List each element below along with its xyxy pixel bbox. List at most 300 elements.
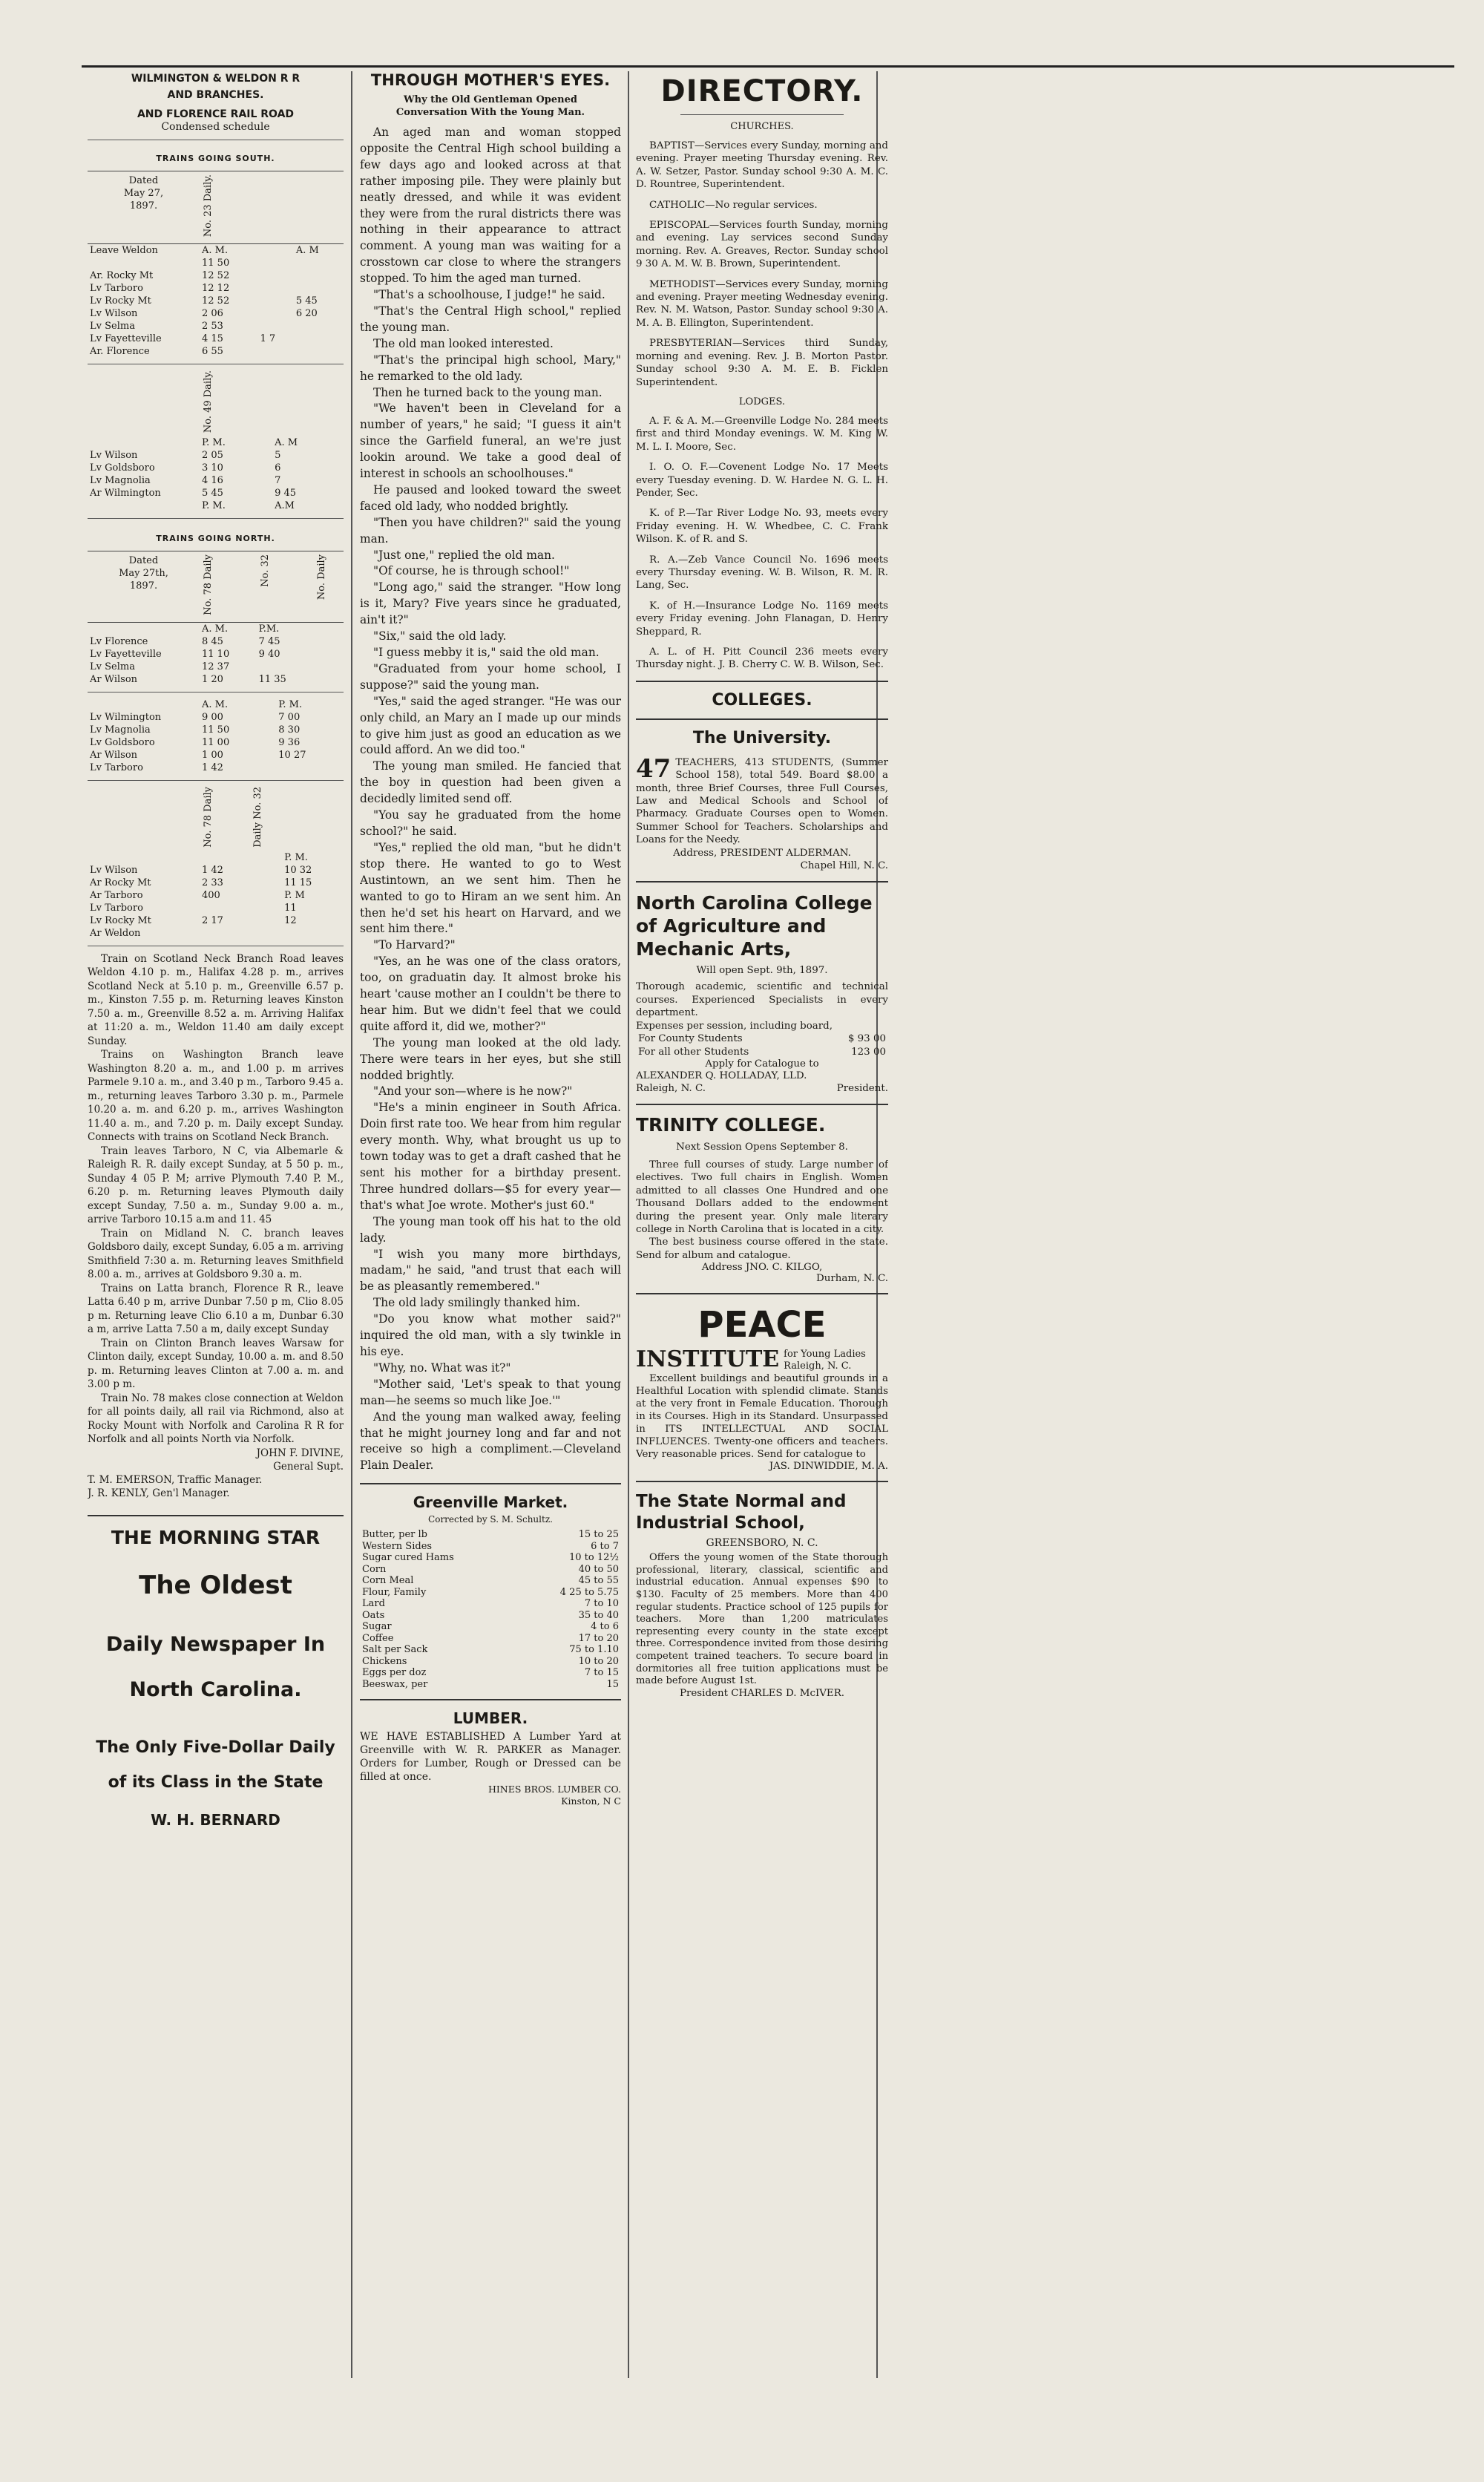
time-cell: P.M. bbox=[258, 623, 280, 635]
story-paragraph: Then he turned back to the young man. bbox=[373, 385, 603, 399]
market-price: 40 to 50 bbox=[578, 1563, 619, 1575]
station-cell: Lv Selma bbox=[90, 661, 135, 673]
university-text bbox=[636, 753, 888, 873]
agri-place: Raleigh, N. C. bbox=[636, 1082, 706, 1094]
church-entry: PRESBYTERIAN—Services third Sunday, morning and evening. Rev. J. B. Morton Pastor. Sunday school 9:30 A. M. E. B. Ficklen Superintendent. bbox=[636, 338, 888, 388]
col-header bbox=[257, 551, 314, 623]
table-row bbox=[88, 345, 344, 358]
table-row bbox=[88, 449, 344, 462]
time-cell bbox=[257, 307, 293, 320]
trinity-text: Three full courses of study. Large number of electives. Two full chairs in English. Women admitted to all classes One Hundred and one Thousand Dollars added to the endowment during the present year. Only male literary college in North Carolina that is located in a city. bbox=[636, 1159, 888, 1235]
column-rule bbox=[628, 71, 629, 2378]
time-cell: 10 27 bbox=[278, 750, 306, 762]
table-row bbox=[88, 282, 344, 295]
rr-note: Train No. 78 makes close connection at Weldon for all points daily, all rail via Richmond, also at Rocky Mount with Norfolk and Carolina R R for Norfolk and all points North via Norfolk. bbox=[88, 1392, 344, 1446]
station-cell bbox=[88, 500, 200, 512]
table-row bbox=[88, 889, 344, 902]
top-rule bbox=[82, 65, 1454, 68]
time-cell bbox=[249, 851, 282, 864]
market-row bbox=[360, 1667, 621, 1679]
column-label: No. 78 Daily bbox=[203, 787, 214, 848]
story-paragraph: The young man took off his hat to the old lady. bbox=[360, 1214, 621, 1245]
sig-divine-title: General Supt. bbox=[273, 1460, 344, 1473]
column-label: No. 78 Daily bbox=[203, 554, 214, 616]
col-header bbox=[313, 551, 344, 623]
rr-note: Train on Scotland Neck Branch Road leaves Weldon 4.10 p. m., Halifax 4.28 p. m., arrives Scotland Neck at 5.10 p. m., Greenville 6.57 p. m., Kinston 7.55 p. m. Returning leaves Kinston 7.50 a. m., Greenville 8.52 a. m. Arriving Halifax at 11:20 a. m., Weldon 11.40 am daily except Sunday. bbox=[88, 952, 344, 1047]
story-paragraph: "That's a schoolhouse, I judge!" he said. bbox=[373, 288, 605, 302]
dated-value: May 27th, bbox=[119, 568, 168, 580]
story-paragraph: An aged man and woman stopped opposite the Central High school building a few days ago and looked across at that rather imposing pile. They were plainly but neatly dressed, and while it was evident they were from the rural districts there was nothing in their appearance to attract comment. A young man was waiting for a crosstown car close to where the strangers stopped. To him the aged man turned. bbox=[360, 125, 621, 286]
church-entry: METHODIST—Services every Sunday, morning and evening. Prayer meeting Wednesday evening. Rev. N. M. Watson, Pastor. Sunday school 9:30 A. M. A. B. Ellington, Superintendent. bbox=[636, 278, 888, 329]
column-directory bbox=[636, 71, 888, 1699]
divider bbox=[636, 1293, 888, 1294]
table-row bbox=[88, 762, 344, 774]
rr-and: AND BRANCHES. bbox=[167, 89, 264, 101]
timetable-north bbox=[88, 551, 344, 686]
time-cell: 11 35 bbox=[258, 674, 286, 686]
sig-emerson: T. M. EMERSON, Traffic Manager. bbox=[88, 1473, 263, 1486]
table-header-row bbox=[88, 370, 344, 436]
market-item: Western Sides bbox=[362, 1540, 433, 1552]
col-header bbox=[200, 551, 257, 623]
market-price: 15 to 25 bbox=[578, 1529, 619, 1541]
table-header-row bbox=[88, 171, 344, 244]
story-paragraph: "Of course, he is through school!" bbox=[373, 564, 570, 578]
university-place: Chapel Hill, N. C. bbox=[800, 860, 888, 872]
column-story bbox=[360, 71, 621, 1807]
table-row bbox=[88, 487, 344, 500]
time-cell: 4 16 bbox=[202, 475, 223, 487]
fee-row bbox=[636, 1032, 888, 1045]
table-row bbox=[88, 851, 344, 864]
time-cell: 8 45 bbox=[202, 636, 223, 648]
time-cell: 9 36 bbox=[278, 737, 301, 749]
market-item: Corn bbox=[362, 1563, 387, 1575]
station-cell: Lv Goldsboro bbox=[90, 462, 155, 474]
station-cell: Lv Wilmington bbox=[90, 712, 162, 724]
story-title: THROUGH MOTHER'S EYES. bbox=[370, 71, 611, 89]
market-row bbox=[360, 1598, 621, 1610]
market-price: 45 to 55 bbox=[578, 1575, 619, 1587]
table-row bbox=[88, 269, 344, 282]
time-cell bbox=[257, 269, 293, 282]
station-cell bbox=[88, 623, 200, 636]
time-cell: 11 50 bbox=[202, 258, 230, 269]
time-cell: 5 45 bbox=[202, 488, 223, 500]
dated-value: May 27, bbox=[123, 188, 164, 199]
time-cell: 11 bbox=[284, 902, 297, 914]
divider bbox=[636, 681, 888, 682]
time-cell: 2 33 bbox=[202, 877, 223, 888]
time-cell bbox=[294, 282, 344, 295]
time-cell bbox=[257, 244, 293, 258]
peace-for: for Young Ladies bbox=[784, 1349, 866, 1360]
time-cell bbox=[257, 661, 314, 673]
dated-year: 1897. bbox=[129, 200, 158, 212]
colleges-heading: COLLEGES. bbox=[712, 690, 812, 710]
story-paragraph: And the young man walked away, feeling that he might journey long and far and not receive so high a compliment.—Cleveland Plain Dealer. bbox=[360, 1409, 621, 1473]
station-cell: Lv Tarboro bbox=[90, 762, 143, 774]
time-cell bbox=[313, 623, 344, 636]
time-cell: P. M. bbox=[278, 699, 303, 711]
table-row bbox=[88, 320, 344, 333]
market-row bbox=[360, 1644, 621, 1656]
time-cell bbox=[267, 724, 277, 736]
market-row bbox=[360, 1610, 621, 1622]
time-cell bbox=[249, 864, 282, 877]
trinity-place: Durham, N. C. bbox=[816, 1273, 888, 1285]
lumber-place: Kinston, N C bbox=[561, 1795, 621, 1807]
time-cell: 5 45 bbox=[295, 295, 318, 307]
story-paragraph: The young man looked at the old lady. There were tears in her eyes, but she still nodded brightly. bbox=[360, 1035, 621, 1082]
time-cell: 4 15 bbox=[202, 333, 223, 345]
time-cell: 9 45 bbox=[275, 488, 297, 500]
time-cell: 12 37 bbox=[202, 661, 230, 673]
rr-note: Trains on Washington Branch leave Washington 8.20 a. m., and 1.00 p. m arrives Parmele 9.10 a. m., and 3.40 p m., Tarboro 9.45 a. m., returning leaves Tarboro 3.30 p. m., Parmele 10.20 a. m. and 6.20 p. m., arrives Washington 11.40 a. m., and 7.20 p. m. Daily except Sunday. Connects with trains on Scotland Neck Branch. bbox=[88, 1049, 344, 1144]
church-entry: EPISCOPAL—Services fourth Sunday, morning and evening. Lay services second Sunday morning. Rev. A. Greaves, Rector. Sunday school 9 30 A. M. W. B. Brown, Superintendent. bbox=[636, 220, 888, 270]
star-line-2: Daily Newspaper In bbox=[105, 1632, 326, 1656]
story-paragraph: He paused and looked toward the sweet faced old lady, who nodded brightly. bbox=[360, 482, 621, 513]
table-row bbox=[88, 864, 344, 877]
directory-title: DIRECTORY. bbox=[660, 74, 864, 108]
station-cell: Lv Tarboro bbox=[90, 283, 143, 295]
table-row bbox=[88, 436, 344, 449]
market-price: 15 bbox=[606, 1678, 619, 1690]
market-row bbox=[360, 1679, 621, 1691]
story-paragraph: The old lady smilingly thanked him. bbox=[373, 1296, 580, 1310]
timetable-north-3 bbox=[88, 787, 344, 940]
station-cell: Ar Weldon bbox=[90, 927, 141, 939]
story-paragraph: "Then you have children?" said the young man. bbox=[360, 515, 621, 546]
column-rule bbox=[351, 71, 352, 2378]
time-cell: P. M bbox=[284, 889, 305, 901]
time-cell bbox=[294, 257, 344, 269]
market-row bbox=[360, 1541, 621, 1553]
agri-president: President. bbox=[836, 1082, 888, 1094]
time-cell: A. M. bbox=[202, 245, 229, 257]
station-cell: Ar Tarboro bbox=[90, 889, 143, 901]
time-cell bbox=[257, 345, 293, 358]
station-cell: Ar. Rocky Mt bbox=[90, 270, 154, 282]
time-cell: A. M bbox=[275, 437, 298, 449]
column-label: Daily No. 32 bbox=[252, 787, 264, 848]
fee-row bbox=[636, 1046, 888, 1058]
time-cell: A. M. bbox=[202, 699, 229, 711]
story-paragraph: The old man looked interested. bbox=[373, 336, 554, 350]
station-cell: Lv Wilson bbox=[90, 864, 138, 876]
time-cell: 2 05 bbox=[202, 450, 223, 462]
time-cell: P. M. bbox=[202, 500, 226, 512]
market-item: Oats bbox=[362, 1609, 385, 1621]
market-item: Chickens bbox=[362, 1655, 407, 1667]
table-row bbox=[88, 877, 344, 889]
time-cell: 12 52 bbox=[202, 270, 230, 282]
story-paragraph: The young man smiled. He fancied that the boy in question had been given a decidedly limited send off. bbox=[360, 759, 621, 806]
time-cell bbox=[276, 762, 344, 774]
table-row bbox=[88, 698, 344, 711]
time-cell: 6 20 bbox=[295, 308, 318, 320]
time-cell bbox=[249, 877, 282, 889]
table-row bbox=[88, 295, 344, 307]
story-paragraph: "I guess mebby it is," said the old man. bbox=[373, 646, 600, 659]
time-cell: 6 55 bbox=[202, 346, 223, 358]
market-price: 4 to 6 bbox=[591, 1621, 619, 1633]
divider bbox=[636, 1104, 888, 1105]
market-price: 17 to 20 bbox=[578, 1632, 619, 1644]
story-paragraph: "Yes," replied the old man, "but he didn't stop there. He wanted to go to West Austintown, an we sent him. Then he wanted to go to Hiram an we sent him. An then he'd set his heart on Harvard, and we sent him there." bbox=[360, 840, 621, 936]
rr-florence: AND FLORENCE RAIL ROAD bbox=[137, 108, 295, 120]
market-price: 10 to 12½ bbox=[569, 1552, 619, 1564]
rr-note: Train leaves Tarboro, N C, via Albemarle & Raleigh R. R. daily except Sunday, at 5 50 p. m., Sunday 4 05 P. M; arrive Plymouth 7.40 P. M., 6.20 p. m. Returning leaves Plymouth daily except Sunday, 7.50 a. m., Sunday 9.00 a. m., arrive Tarboro 10.15 a.m and 11. 45 bbox=[88, 1145, 344, 1226]
table-row bbox=[88, 724, 344, 736]
time-cell: 12 52 bbox=[202, 295, 230, 307]
divider bbox=[636, 718, 888, 720]
dated-year: 1897. bbox=[129, 580, 158, 592]
time-cell: 7 bbox=[275, 475, 281, 487]
divider bbox=[360, 1483, 621, 1484]
market-item: Beeswax, per bbox=[362, 1678, 428, 1690]
trinity-text-2: The best business course offered in the state. Send for album and catalogue. bbox=[636, 1237, 888, 1261]
market-item: Sugar cured Hams bbox=[362, 1552, 454, 1564]
market-table bbox=[360, 1529, 621, 1690]
time-cell: P. M. bbox=[202, 437, 226, 449]
time-cell bbox=[267, 711, 277, 724]
star-line-1: The Oldest bbox=[139, 1570, 292, 1600]
station-cell: Ar Rocky Mt bbox=[90, 877, 151, 888]
story-paragraph: "We haven't been in Cleveland for a number of years," he said; "I guess it ain't since the Garfield funeral, an we're just lookin around. We take a good deal of interest in schools an schoolhouses." bbox=[360, 402, 621, 481]
story-paragraph: "He's a minin engineer in South Africa. Doin first rate too. We hear from him regular every month. Why, what brought us up to town today was to get a draft cashed that he sent his mother for a birthday present. Three hundred dollars—$5 for every year—that's what Joe wrote. Mother's just 60." bbox=[360, 1101, 621, 1212]
story-paragraph: "You say he graduated from the home school?" he said. bbox=[360, 808, 621, 838]
rr-note: Trains on Latta branch, Florence R R., leave Latta 6.40 p m, arrive Dunbar 7.50 p m, Clio 8.05 p m. Returning leave Clio 6.10 a m, Dunbar 6.30 a m, arrive Latta 7.50 a m, daily except Sunday bbox=[88, 1282, 344, 1336]
time-cell bbox=[267, 698, 277, 711]
market-title: Greenville Market. bbox=[413, 1493, 568, 1512]
table-row bbox=[88, 474, 344, 487]
timetable-south bbox=[88, 171, 344, 358]
agri-expenses: Expenses per session, including board, bbox=[636, 1020, 833, 1032]
agri-text: Thorough academic, scientific and technical courses. Experienced Specialists in every department. bbox=[636, 981, 888, 1019]
agri-signature: ALEXANDER Q. HOLLADAY, LLD. bbox=[636, 1070, 807, 1081]
story-paragraph: "Six," said the old lady. bbox=[373, 629, 507, 644]
time-cell: 400 bbox=[202, 889, 220, 901]
time-cell: A. M. bbox=[202, 623, 229, 635]
lumber-text: WE HAVE ESTABLISHED A Lumber Yard at Greenville with W. R. PARKER as Manager. Orders for Lumber, Rough or Dressed can be filled at once. bbox=[360, 1731, 621, 1784]
market-item: Butter, per lb bbox=[362, 1529, 427, 1541]
time-cell: 1 20 bbox=[202, 674, 223, 686]
time-cell: 9 00 bbox=[202, 712, 223, 724]
peace-institute: INSTITUTE bbox=[636, 1346, 780, 1373]
trinity-open: Next Session Opens September 8. bbox=[676, 1141, 848, 1153]
south-heading: TRAINS GOING SOUTH. bbox=[156, 154, 275, 163]
table-row bbox=[88, 462, 344, 474]
time-cell bbox=[294, 269, 344, 282]
time-cell: P. M. bbox=[284, 851, 308, 863]
table-row bbox=[88, 661, 344, 673]
lodge-entry: K. of H.—Insurance Lodge No. 1169 meets every Friday evening. John Flanagan, D. Henry Sheppard, R. bbox=[636, 600, 888, 638]
market-price: 35 to 40 bbox=[578, 1609, 619, 1621]
time-cell: 11 00 bbox=[202, 737, 230, 749]
col-header bbox=[294, 171, 344, 244]
lodge-entry: I. O. O. F.—Covenent Lodge No. 17 Meets every Tuesday evening. D. W. Hardee N. G. L. H. Pender, Sec. bbox=[636, 462, 888, 499]
table-row bbox=[88, 914, 344, 927]
station-cell: Lv Goldsboro bbox=[90, 737, 155, 749]
peace-text: Excellent buildings and beautiful grounds in a Healthful Location with splendid climate. Stands at the very front in Female Education. Thorough in its Courses. High in its Standard. Unsurpassed in ITS INTELLECTUAL AND SOCIAL INFLUENCES. Twenty-one officers and teachers. Very reasonable prices. Send for catalogue to bbox=[636, 1373, 888, 1461]
churches-heading: CHURCHES. bbox=[730, 121, 794, 132]
station-cell: Lv Magnolia bbox=[90, 475, 151, 487]
star-signature: W. H. BERNARD bbox=[151, 1810, 280, 1829]
table-row bbox=[88, 307, 344, 320]
time-cell: 3 10 bbox=[202, 462, 223, 474]
market-price: 10 to 20 bbox=[578, 1655, 619, 1667]
table-row bbox=[88, 257, 344, 269]
table-row bbox=[88, 749, 344, 762]
time-cell bbox=[313, 635, 344, 648]
church-list bbox=[636, 140, 888, 389]
time-cell: 11 15 bbox=[284, 877, 312, 888]
station-cell: Lv Tarboro bbox=[90, 902, 143, 914]
time-cell bbox=[200, 902, 249, 914]
time-cell bbox=[267, 749, 277, 762]
timetable-south-2 bbox=[88, 370, 344, 512]
story-paragraph: "Mother said, 'Let's speak to that young man—he seems so much like Joe.'" bbox=[360, 1377, 621, 1407]
time-cell: 2 06 bbox=[202, 308, 223, 320]
station-cell bbox=[88, 257, 200, 269]
timetable-north-2 bbox=[88, 698, 344, 774]
story-paragraph: "Do you know what mother said?" inquired the old man, with a sly twinkle in his eye. bbox=[360, 1312, 621, 1358]
normal-title: The State Normal and Industrial School, bbox=[636, 1492, 847, 1533]
lodge-list bbox=[636, 415, 888, 672]
agri-open: Will open Sept. 9th, 1897. bbox=[696, 965, 828, 977]
church-entry: CATHOLIC—No regular services. bbox=[649, 199, 818, 211]
table-row bbox=[88, 244, 344, 258]
story-paragraph: "That's the principal high school, Mary," he remarked to the old lady. bbox=[360, 353, 621, 383]
divider bbox=[88, 780, 344, 781]
col-header bbox=[257, 171, 293, 244]
market-row bbox=[360, 1564, 621, 1576]
market-item: Sugar bbox=[362, 1621, 392, 1633]
time-cell: 12 bbox=[284, 914, 297, 926]
column-label: No. 23 Daily. bbox=[203, 174, 214, 238]
market-price: 75 to 1.10 bbox=[569, 1644, 619, 1656]
station-cell: Lv Fayetteville bbox=[90, 333, 162, 345]
market-row bbox=[360, 1587, 621, 1599]
market-item: Flour, Family bbox=[362, 1586, 427, 1598]
time-cell bbox=[313, 673, 344, 686]
station-cell: Lv Selma bbox=[90, 321, 135, 333]
normal-place: GREENSBORO, N. C. bbox=[706, 1537, 818, 1550]
time-cell bbox=[249, 927, 282, 940]
col-header bbox=[200, 171, 257, 244]
star-title: THE MORNING STAR bbox=[111, 1526, 321, 1548]
story-paragraph: "To Harvard?" bbox=[373, 938, 456, 952]
time-cell: A.M bbox=[275, 500, 295, 512]
time-cell: A. M bbox=[295, 245, 319, 257]
story-paragraph: "I wish you many more birthdays, madam," he said, "and trust that each will be as pleasantly remembered." bbox=[360, 1247, 621, 1294]
market-item: Coffee bbox=[362, 1632, 394, 1644]
market-price: 7 to 15 bbox=[584, 1667, 619, 1679]
time-cell: 1 42 bbox=[202, 762, 223, 774]
time-cell: 11 10 bbox=[202, 649, 230, 661]
rr-note: Train on Clinton Branch leaves Warsaw for Clinton daily, except Sunday, 10.00 a. m. and 8.50 p. m. Returning leaves Clinton at 7.00 a. m. and 3.00 p m. bbox=[88, 1337, 344, 1391]
station-cell bbox=[88, 436, 200, 449]
trinity-title: TRINITY COLLEGE. bbox=[636, 1113, 826, 1136]
lodge-entry: A. L. of H. Pitt Council 236 meets every Thursday night. J. B. Cherry C. W. B. Wilson, Sec. bbox=[636, 646, 888, 671]
divider bbox=[636, 1481, 888, 1482]
divider bbox=[360, 1699, 621, 1700]
lodge-entry: A. F. & A. M.—Greenville Lodge No. 284 meets first and third Monday evenings. W. M. King W. M. L. I. Moore, Sec. bbox=[636, 415, 888, 453]
sig-divine: JOHN F. DIVINE, bbox=[256, 1447, 344, 1459]
north-heading: TRAINS GOING NORTH. bbox=[156, 534, 275, 544]
star-line-5: of its Class in the State bbox=[108, 1772, 324, 1792]
time-cell bbox=[257, 257, 293, 269]
table-row bbox=[88, 711, 344, 724]
station-cell: Lv Wilson bbox=[90, 308, 138, 320]
time-cell: 11 50 bbox=[202, 724, 230, 736]
market-subtitle: Corrected by S. M. Schultz. bbox=[428, 1514, 553, 1525]
time-cell: 1 00 bbox=[202, 750, 223, 762]
dated-cell bbox=[88, 551, 200, 623]
table-row bbox=[88, 500, 344, 512]
lodge-entry: R. A.—Zeb Vance Council No. 1696 meets every Thursday evening. W. B. Wilson, R. M. R. Lang, Sec. bbox=[636, 554, 888, 592]
time-cell bbox=[200, 927, 249, 940]
agri-apply: Apply for Catalogue to bbox=[705, 1058, 819, 1070]
market-item: Corn Meal bbox=[362, 1575, 414, 1587]
agri-title: North Carolina College of Agriculture and Mechanic Arts, bbox=[636, 892, 873, 960]
time-cell: 6 bbox=[275, 462, 281, 474]
column-railroad bbox=[88, 71, 344, 1829]
market-price: 4 25 to 5.75 bbox=[559, 1586, 619, 1598]
trinity-signature: Address JNO. C. KILGO, bbox=[701, 1262, 823, 1274]
dated-cell bbox=[88, 171, 200, 244]
dated-label: Dated bbox=[128, 555, 159, 567]
rr-note: Train on Midland N. C. branch leaves Goldsboro daily, except Sunday, 6.05 a m. arriving Smithfield 7:30 a. m. Returning leaves Smithfield 8.00 a. m., arrives at Goldsboro 9.30 a. m. bbox=[88, 1227, 344, 1281]
table-row bbox=[88, 333, 344, 345]
market-row bbox=[360, 1656, 621, 1668]
time-cell: 12 12 bbox=[202, 283, 230, 295]
divider bbox=[636, 881, 888, 883]
time-cell bbox=[249, 889, 282, 902]
peace-for-block bbox=[784, 1349, 866, 1372]
market-row bbox=[360, 1529, 621, 1541]
lumber-title: LUMBER. bbox=[453, 1709, 528, 1728]
station-cell: Ar Wilmington bbox=[90, 488, 161, 500]
market-price: 6 to 7 bbox=[591, 1540, 619, 1552]
time-cell bbox=[294, 320, 344, 333]
story-subtitle: Why the Old Gentleman Opened Conversation With the Young Man. bbox=[395, 94, 585, 118]
market-row bbox=[360, 1575, 621, 1587]
station-cell: Lv Magnolia bbox=[90, 724, 151, 736]
time-cell bbox=[200, 851, 249, 864]
story-paragraph: "Just one," replied the old man. bbox=[373, 548, 555, 562]
peace-place: Raleigh, N. C. bbox=[784, 1360, 852, 1372]
fee-label: For all other Students bbox=[638, 1046, 749, 1058]
time-cell bbox=[249, 902, 282, 914]
time-cell bbox=[257, 282, 293, 295]
university-address: Address, PRESIDENT ALDERMAN. bbox=[673, 847, 851, 859]
lodge-entry: K. of P.—Tar River Lodge No. 93, meets every Friday evening. H. W. Whedbee, C. C. Frank Wilson. K. of R. and S. bbox=[636, 508, 888, 546]
university-title: The University. bbox=[692, 728, 832, 747]
table-row bbox=[88, 927, 344, 940]
market-row bbox=[360, 1552, 621, 1564]
time-cell: 10 32 bbox=[284, 864, 312, 876]
time-cell bbox=[294, 345, 344, 358]
time-cell: 7 45 bbox=[258, 636, 280, 648]
time-cell bbox=[257, 320, 293, 333]
station-cell: Leave Weldon bbox=[90, 245, 158, 257]
station-cell: Ar Wilson bbox=[90, 750, 138, 762]
table-row bbox=[88, 648, 344, 661]
time-cell bbox=[294, 333, 344, 345]
fee-value: 123 00 bbox=[851, 1046, 886, 1058]
